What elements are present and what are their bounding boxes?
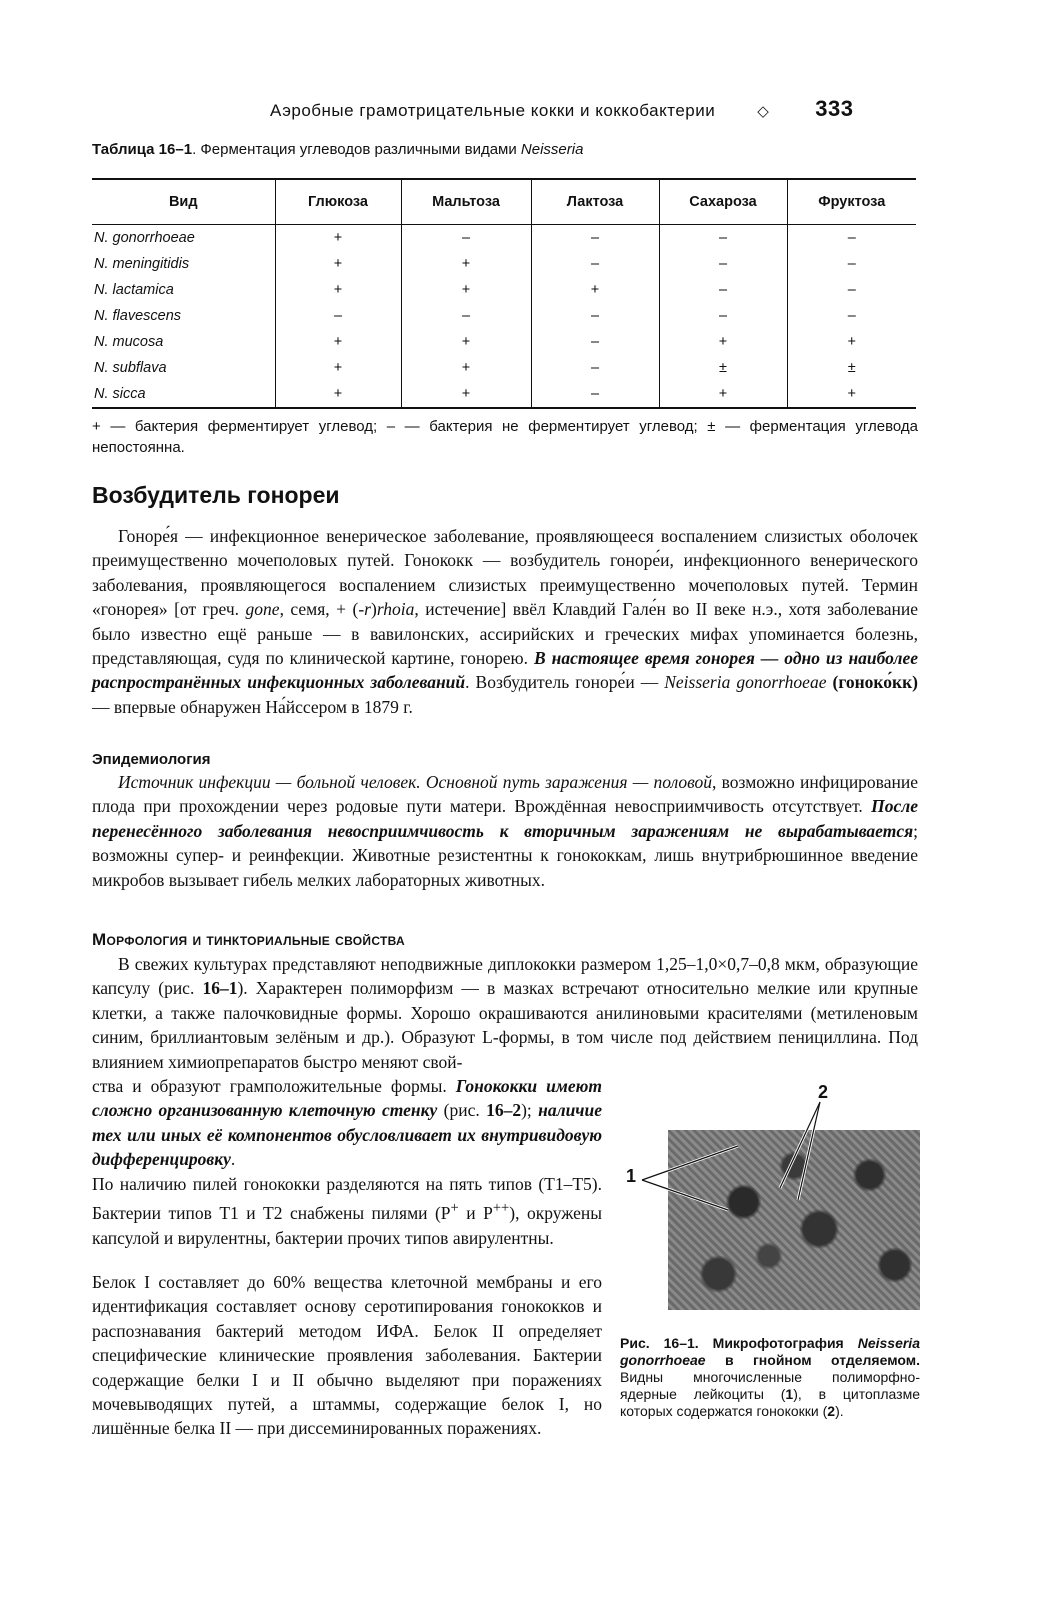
epidemiology-paragraph [92, 770, 918, 892]
text-run: + [450, 1200, 459, 1217]
text-run: ), в цитоплазме которых содержатся гонококки ( [620, 1386, 920, 1419]
text-run: ); [521, 1100, 539, 1121]
table-caption-text: . Ферментация углеводов различными видами [192, 141, 521, 158]
text-run: Рис. 16–1. Микрофотография [620, 1335, 858, 1351]
column-header: Фруктоза [787, 179, 916, 225]
result-cell: + [275, 251, 401, 277]
subsection-title-epidemiology: Эпидемиология [92, 751, 211, 768]
result-cell: + [401, 381, 531, 408]
intro-paragraph [92, 524, 918, 719]
result-cell: + [401, 329, 531, 355]
table-caption [92, 141, 932, 158]
column-header: Глюкоза [275, 179, 401, 225]
text-run: , семя, + ( [279, 599, 359, 620]
result-cell: – [531, 251, 659, 277]
result-cell: + [659, 381, 787, 408]
text-run: . Возбудитель гоноре́и — [465, 672, 665, 693]
species-cell: N. lactamica [94, 282, 174, 298]
result-cell: + [787, 329, 916, 355]
text-run: gone [245, 599, 280, 620]
result-cell: ± [787, 355, 916, 381]
figure-label-1: 1 [626, 1166, 637, 1186]
table-row [92, 277, 916, 303]
table-caption-label: Таблица 16–1 [92, 141, 193, 158]
running-head [270, 96, 920, 122]
result-cell: + [531, 277, 659, 303]
text-run: ства и образуют грамположительные формы. [92, 1076, 456, 1096]
text-run: Neisseria gonorrhoeae [664, 672, 827, 693]
result-cell: – [787, 225, 916, 252]
text-run: Видны многочисленные полиморфно-ядерные лейкоциты ( [620, 1369, 920, 1402]
result-cell: – [531, 303, 659, 329]
result-cell: + [275, 381, 401, 408]
species-cell: N. flavescens [94, 308, 182, 324]
text-run: (гоноко́кк) [826, 672, 919, 693]
result-cell: – [659, 225, 787, 252]
result-cell: – [275, 303, 401, 329]
text-run: (рис. [437, 1100, 487, 1121]
text-run: В настоящее время гонорея — одно из наиболее распространённых инфекционных заболеваний [92, 648, 918, 693]
running-title: Аэробные грамотрицательные кокки и коккобактерии [270, 101, 716, 120]
result-cell: – [659, 277, 787, 303]
text-run: , истечение] ввёл Клавдий Гале́н во II веке н.э., хотя заболевание было известно ещё раньше — в вавилонских, ассирийских и греческих мифах упоминается болезнь, представляющая, судя по клинической картине, гонорею. [92, 599, 918, 669]
diamond-icon: ◇ [757, 103, 770, 120]
text-run: Источник инфекции — больной человек. Основной путь заражения — половой [118, 772, 713, 792]
result-cell: – [531, 329, 659, 355]
result-cell: – [401, 303, 531, 329]
text-run: ; возможны супер- и реинфекции. Животные резистентны к гонококкам, лишь внутрибрюшинное введение микробов вызывает гибель мелких лабораторных животных. [92, 820, 918, 890]
text-run: В свежих культурах представляют неподвижные диплококки размером 1,25–1,0×0,7–0,8 мкм, образующие капсулу (рис. [92, 954, 918, 999]
figure-pointer-lines [620, 1080, 932, 1330]
text-run: Гоноре́я — инфекционное венерическое заболевание, проявляющееся воспалением слизистых оболочек преимущественно мочеполовых путей. Гонококк — возбудитель гоноре́и, инфекционного венерического заболевания, проявляющегося воспалением слизистых преимущественно мочеполовых путей. Термин «гонорея» [от греч. [92, 526, 918, 620]
table-caption-genus: Neisseria [520, 141, 584, 158]
species-cell: N. sicca [94, 386, 146, 402]
species-cell: N. meningitidis [94, 256, 190, 272]
text-run: — впервые обнаружен На́йссером в 1879 г. [92, 696, 413, 717]
fermentation-table [92, 178, 916, 409]
text-run: 16–1 [202, 978, 238, 999]
table-row [92, 225, 916, 252]
morphology-paragraph-3 [92, 1172, 602, 1250]
species-cell: N. subflava [94, 360, 167, 376]
result-cell: + [275, 355, 401, 381]
result-cell: – [659, 303, 787, 329]
table-legend: + — бактерия ферментирует углевод; – — бактерия не ферментирует углевод; ± — ферментация углевода непостоянна. [92, 418, 918, 456]
text-run: , возможно инфицирование плода при прохождении через родовые пути матери. Врождённая невосприимчивость отсутствует. [92, 772, 918, 817]
text-run: наличие тех или иных её компонентов обусловливает их внутривидовую дифференцировку [92, 1100, 602, 1170]
result-cell: + [401, 355, 531, 381]
text-run: Neisseria gonorrhoeae [620, 1335, 920, 1368]
result-cell: + [659, 329, 787, 355]
text-run: Гонококки имеют сложно организованную клеточную стенку [92, 1076, 602, 1121]
text-run: ). Характерен полиморфизм — в мазках встречают относительно мелкие или крупные клетки, а также палочковидные формы. Хорошо окрашиваются анилиновыми красителями (метиленовым синим, бриллиантовым зелёным и др.). Образуют L-формы, в том числе под действием пенициллина. Под влиянием химиопрепаратов быстро меняют свой- [92, 978, 918, 1072]
morphology-paragraph-2 [92, 1074, 602, 1172]
figure-micrograph [620, 1080, 932, 1460]
figure-label-2: 2 [818, 1082, 829, 1102]
morphology-paragraph-4: Белок I составляет до 60% вещества клеточной мембраны и его идентификация составляет основу серотипирования гонококков и распознавания бактерий методом ИФА. Белок II определяет специфические клинические проявления заболевания. Бактерии содержащие белки I и II обычно выделяют при поражениях мочевыводящих путей, а штаммы, содержащие белок I, но лишённые белка II — при диссеминированных поражениях. [92, 1272, 602, 1439]
text-run: ), окружены капсулой и вирулентны, бактерии прочих типов авирулентны. [92, 1203, 602, 1248]
text-run: rhoia [376, 599, 415, 620]
subsection-title-morphology: Морфология и тинкториальные свойства [92, 930, 405, 949]
species-cell: N. gonorrhoeae [94, 230, 195, 246]
text-run: 1 [785, 1386, 794, 1402]
column-header: Мальтоза [401, 179, 531, 225]
result-cell: – [401, 225, 531, 252]
result-cell: – [531, 381, 659, 408]
text-run: По наличию пилей гонококки разделяются на пять типов (T1–T5). Бактерии типов T1 и T2 снабжены пилями (P [92, 1174, 602, 1224]
text-run: ). [835, 1403, 844, 1419]
result-cell: ± [659, 355, 787, 381]
text-run: и P [458, 1203, 493, 1224]
species-cell: N. mucosa [94, 334, 164, 350]
page-number: 333 [815, 96, 854, 121]
table-row [92, 251, 916, 277]
morphology-paragraph-1 [92, 952, 918, 1074]
column-header: Сахароза [659, 179, 787, 225]
column-header: Лактоза [531, 179, 659, 225]
text-run: -r [358, 599, 371, 620]
table-row [92, 355, 916, 381]
text-run: После перенесённого заболевания невосприимчивость к вторичным заражениям не вырабатывается [92, 796, 918, 841]
column-header: Вид [168, 194, 198, 210]
result-cell: + [275, 329, 401, 355]
text-run: . [230, 1149, 236, 1170]
result-cell: – [787, 303, 916, 329]
table-header-row [92, 179, 916, 225]
result-cell: – [787, 277, 916, 303]
table-row [92, 329, 916, 355]
table-row [92, 381, 916, 408]
text-run: ++ [492, 1200, 510, 1217]
result-cell: – [531, 355, 659, 381]
text-run: 16–2 [486, 1100, 522, 1121]
result-cell: + [275, 225, 401, 252]
figure-caption [620, 1335, 920, 1420]
result-cell: + [401, 277, 531, 303]
result-cell: + [275, 277, 401, 303]
result-cell: + [787, 381, 916, 408]
text-run: в гнойном отделяемом. [705, 1352, 920, 1368]
result-cell: – [531, 225, 659, 252]
section-title: Возбудитель гонореи [92, 482, 340, 508]
text-run: 2 [827, 1403, 836, 1419]
result-cell: + [401, 251, 531, 277]
result-cell: – [787, 251, 916, 277]
result-cell: – [659, 251, 787, 277]
text-run: ) [370, 599, 377, 620]
table-row [92, 303, 916, 329]
